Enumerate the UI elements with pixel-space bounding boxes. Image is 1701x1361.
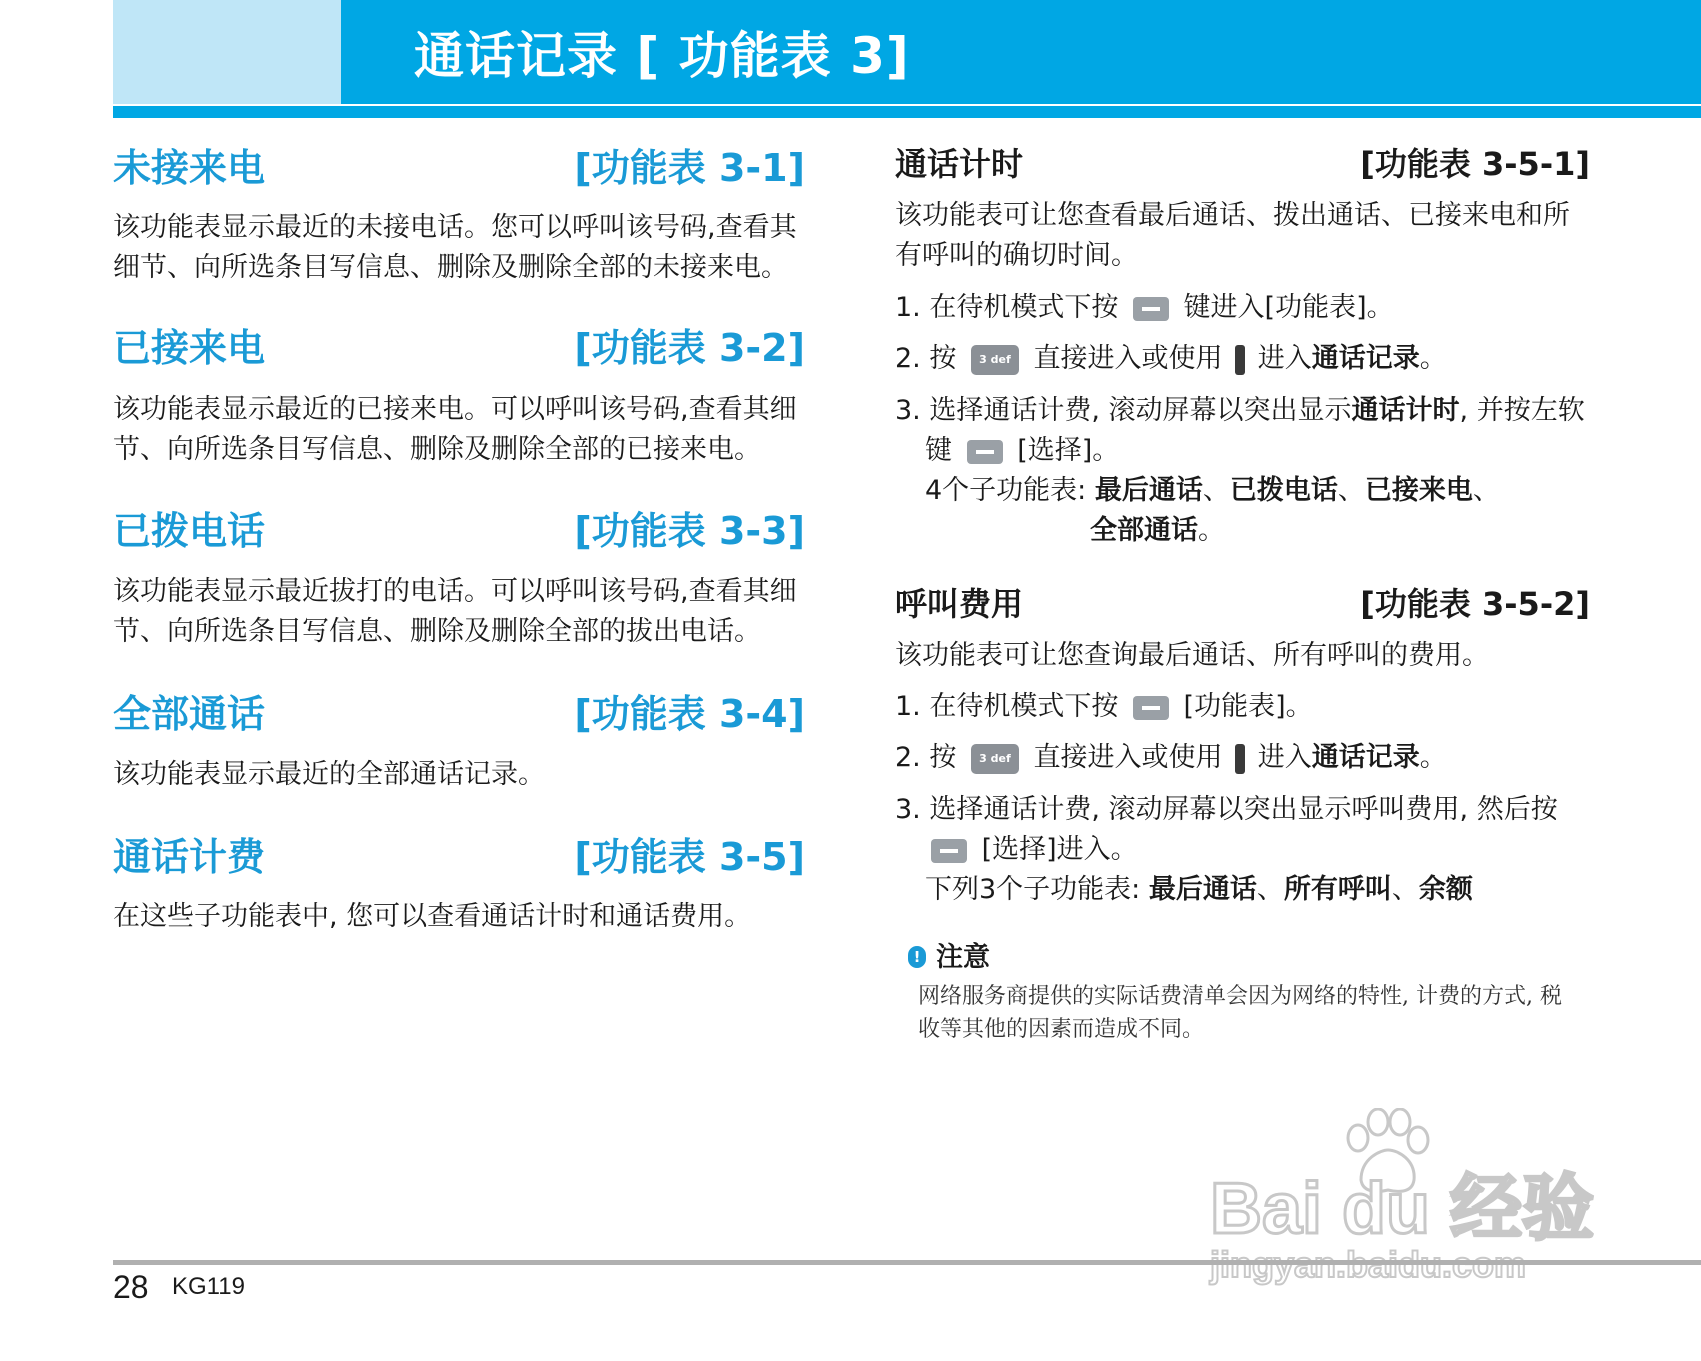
section-heading-all-calls: 全部通话: [113, 692, 266, 736]
call-duration-intro: 该功能表可让您查看最后通话、拨出通话、已接来电和所有呼叫的确切时间。: [895, 200, 1570, 271]
section-ref-all-calls: [功能表 3-4]: [574, 692, 805, 736]
info-icon: !: [908, 946, 926, 968]
section-heading-received-calls: 已接来电: [113, 326, 266, 370]
section-body-missed-calls: 该功能表显示最近的未接电话。您可以呼叫该号码,查看其细节、向所选条目写信息、删除及删除全部的未接来电。: [113, 212, 797, 283]
call-costs-submenus: 下列3个子功能表: 最后通话、所有呼叫、余额: [925, 874, 1473, 905]
left-soft-key-icon: [967, 440, 1003, 464]
note-title: 注意: [936, 942, 990, 973]
key-3-icon: 3 def: [971, 744, 1019, 774]
footer-rule: [113, 1260, 1701, 1265]
header-accent-block: [113, 0, 341, 104]
key-3-icon: 3 def: [971, 345, 1019, 375]
call-costs-step-3-cont: [选择]进入。: [925, 830, 1138, 870]
call-duration-submenus-cont: 全部通话。: [1090, 515, 1225, 546]
menu-key-icon: [1133, 297, 1169, 321]
menu-key-icon: [1133, 696, 1169, 720]
navigation-key-icon: [1235, 345, 1245, 375]
subsection-heading-call-duration: 通话计时: [895, 145, 1024, 183]
baidu-watermark-logo: Bai du 经验: [1210, 1169, 1595, 1249]
call-duration-step-2: 2. 按 3 def 直接进入或使用 进入通话记录。: [895, 343, 1447, 374]
call-costs-intro: 该功能表可让您查询最后通话、所有呼叫的费用。: [895, 640, 1489, 671]
call-duration-step-3: 3. 选择通话计费, 滚动屏幕以突出显示通话计时, 并按左软: [895, 395, 1585, 426]
call-costs-step-3: 3. 选择通话计费, 滚动屏幕以突出显示呼叫费用, 然后按: [895, 794, 1558, 825]
baidu-watermark-url: [1210, 1244, 1526, 1286]
section-heading-call-charges: 通话计费: [113, 835, 266, 879]
section-heading-dialled-calls: 已拨电话: [113, 509, 266, 553]
section-ref-missed-calls: [功能表 3-1]: [574, 146, 805, 190]
call-duration-step-1: 1. 在待机模式下按 键进入[功能表]。: [895, 292, 1394, 323]
section-ref-dialled-calls: [功能表 3-3]: [574, 509, 805, 553]
section-ref-received-calls: [功能表 3-2]: [574, 326, 805, 370]
subsection-ref-call-costs: [功能表 3-5-2]: [1360, 585, 1590, 623]
section-ref-call-charges: [功能表 3-5]: [574, 835, 805, 879]
page-title: 通话记录 [ 功能表 3]: [414, 27, 910, 85]
section-heading-missed-calls: 未接来电: [113, 146, 266, 190]
section-body-dialled-calls: 该功能表显示最近拔打的电话。可以呼叫该号码,查看其细节、向所选条目写信息、删除及删除全部的拔出电话。: [113, 576, 797, 647]
navigation-key-icon: [1235, 744, 1245, 774]
section-body-call-charges: 在这些子功能表中, 您可以查看通话计时和通话费用。: [113, 901, 752, 932]
call-duration-submenus: 4个子功能表: 最后通话、已拨电话、已接来电、: [925, 475, 1500, 506]
call-duration-step-3-cont: 键 [选择]。: [925, 435, 1120, 466]
header-rule: [113, 106, 1701, 118]
model-name: KG119: [172, 1273, 245, 1300]
call-costs-step-1: 1. 在待机模式下按 [功能表]。: [895, 691, 1313, 722]
page-number: 28: [113, 1269, 149, 1305]
left-soft-key-icon: [931, 839, 967, 863]
call-costs-step-2: 2. 按 3 def 直接进入或使用 进入通话记录。: [895, 742, 1447, 773]
note-body: 网络服务商提供的实际话费清单会因为网络的特性, 计费的方式, 税收等其他的因素而造成不同。: [918, 984, 1562, 1042]
section-body-received-calls: 该功能表显示最近的已接来电。可以呼叫该号码,查看其细节、向所选条目写信息、删除及删除全部的已接来电。: [113, 394, 797, 465]
section-body-all-calls: 该功能表显示最近的全部通话记录。: [113, 759, 545, 790]
subsection-heading-call-costs: 呼叫费用: [895, 585, 1024, 623]
subsection-ref-call-duration: [功能表 3-5-1]: [1360, 145, 1590, 183]
